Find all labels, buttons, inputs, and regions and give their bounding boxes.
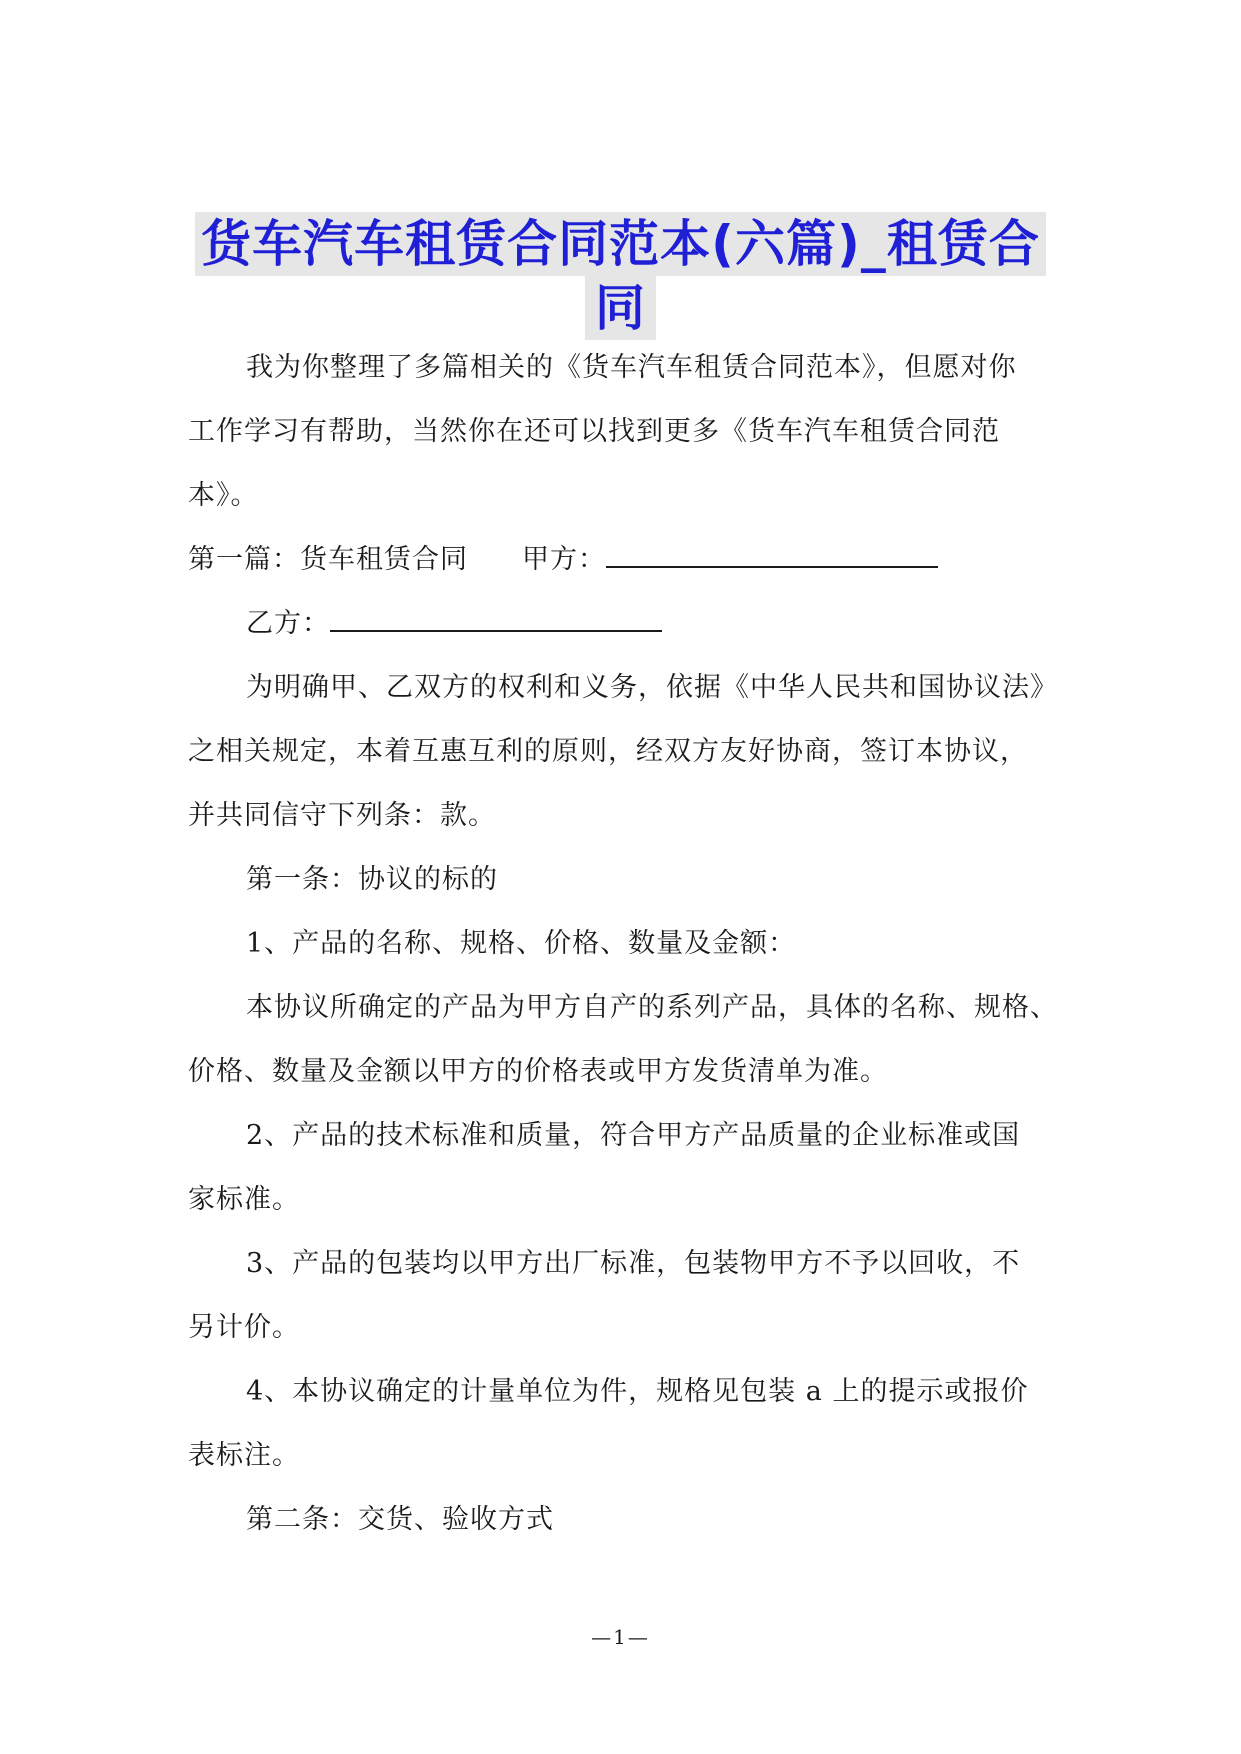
intro-line-2: 工作学习有帮助，当然你在还可以找到更多《货车汽车租赁合同范 [188,416,1000,447]
article-1-item-1: 1、产品的名称、规格、价格、数量及金额： [246,928,797,959]
title-line-2: 同 [585,276,656,340]
party-b-label: 乙方： [246,608,330,639]
section-heading-line [188,528,1088,592]
party-a-blank [606,540,938,568]
article-1-item-3-line-2: 另计价。 [188,1312,300,1343]
party-b-blank [330,604,662,632]
party-b-line [188,592,1088,656]
page-number: —1— [591,1625,650,1649]
article-1-item-4-line-1: 4、本协议确定的计量单位为件，规格见包装 a 上的提示或报价 [246,1376,1029,1407]
document-title [0,212,1241,340]
article-1-heading: 第一条：协议的标的 [246,864,498,895]
article-2-heading: 第二条：交货、验收方式 [246,1504,554,1535]
article-1-item-2-line-2: 家标准。 [188,1184,300,1215]
article-1-item-3-line-1: 3、产品的包装均以甲方出厂标准，包装物甲方不予以回收，不 [246,1248,1021,1279]
section-heading: 第一篇：货车租赁合同 [188,544,468,575]
preamble-line-1: 为明确甲、乙双方的权利和义务，依据《中华人民共和国协议法》 [246,672,1058,703]
party-a-label: 甲方： [522,544,606,575]
document-body [188,336,1088,1552]
preamble-line-2: 之相关规定，本着互惠互利的原则，经双方友好协商，签订本协议， [188,736,1028,767]
intro-line-1: 我为你整理了多篇相关的《货车汽车租赁合同范本》，但愿对你 [246,352,1017,383]
preamble-line-3: 并共同信守下列条：款。 [188,800,496,831]
intro-line-3: 本》。 [188,480,259,511]
article-1-item-1-detail-1: 本协议所确定的产品为甲方自产的系列产品，具体的名称、规格、 [246,992,1058,1023]
article-1-item-4-line-2: 表标注。 [188,1440,300,1471]
article-1-item-2-line-1: 2、产品的技术标准和质量，符合甲方产品质量的企业标准或国 [246,1120,1021,1151]
title-line-1: 货车汽车租赁合同范本(六篇)_租赁合 [195,212,1046,276]
article-1-item-1-detail-2: 价格、数量及金额以甲方的价格表或甲方发货清单为准。 [188,1056,888,1087]
